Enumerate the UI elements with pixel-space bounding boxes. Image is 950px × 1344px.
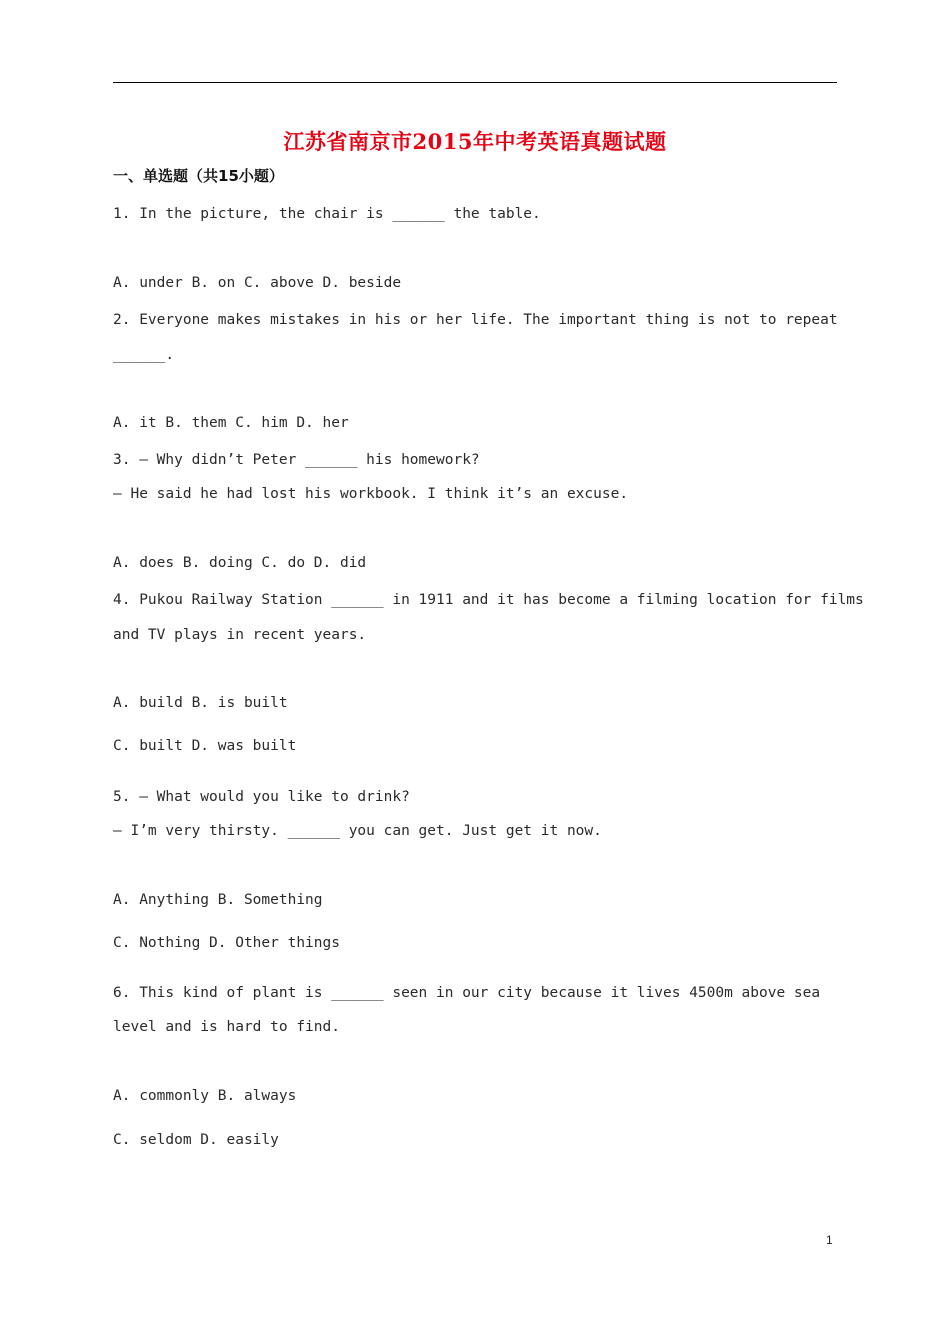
question-1-stem-line-1: 1. In the picture, the chair is ______ the table. xyxy=(113,206,541,222)
question-5-options-line-1: A. Anything B. Something xyxy=(113,892,323,908)
question-2-options: A. it B. them C. him D. her xyxy=(113,415,349,431)
question-6-options-line-1: A. commonly B. always xyxy=(113,1088,297,1104)
header-rule xyxy=(113,82,837,83)
question-5-stem-line-1: 5. — What would you like to drink? xyxy=(113,789,410,805)
page-number: 1 xyxy=(826,1233,833,1247)
question-2-stem-line-2: ______. xyxy=(113,347,175,363)
question-5-options-line-2: C. Nothing D. Other things xyxy=(113,935,340,951)
question-4-options-line-2: C. built D. was built xyxy=(113,738,297,754)
document-title: 江苏省南京市2015年中考英语真题试题 xyxy=(283,129,667,154)
question-5-stem-line-2: — I’m very thirsty. ______ you can get. Just get it now. xyxy=(113,823,602,839)
question-3-options: A. does B. doing C. do D. did xyxy=(113,555,367,571)
question-3-stem-line-1: 3. — Why didn’t Peter ______ his homework? xyxy=(113,452,480,468)
question-2-stem-line-1: 2. Everyone makes mistakes in his or her life. The important thing is not to repeat xyxy=(113,312,838,328)
question-4-stem-line-1: 4. Pukou Railway Station ______ in 1911 and it has become a filming location for films xyxy=(113,592,864,608)
question-6-stem-line-1: 6. This kind of plant is ______ seen in our city because it lives 4500m above sea xyxy=(113,985,821,1001)
question-4-stem-line-2: and TV plays in recent years. xyxy=(113,627,367,643)
question-6-stem-line-2: level and is hard to find. xyxy=(113,1019,340,1035)
question-1-options: A. under B. on C. above D. beside xyxy=(113,275,402,291)
question-4-options-line-1: A. build B. is built xyxy=(113,695,288,711)
section-heading: 一、单选题（共15小题） xyxy=(113,167,284,185)
question-3-stem-line-2: — He said he had lost his workbook. I think it’s an excuse. xyxy=(113,486,629,502)
question-6-options-line-2: C. seldom D. easily xyxy=(113,1132,279,1148)
